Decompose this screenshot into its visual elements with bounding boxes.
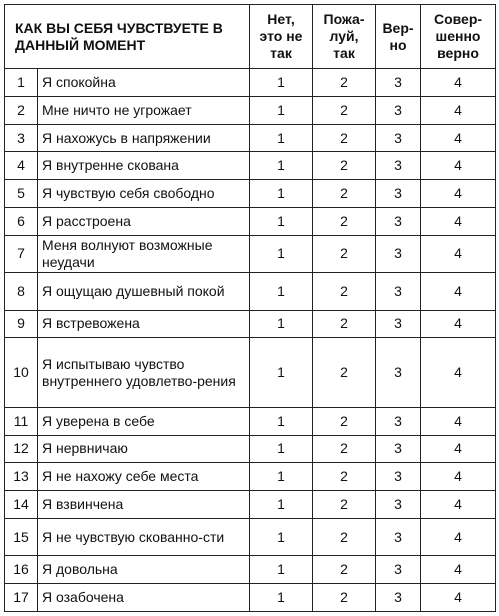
row-number: 6	[5, 208, 38, 236]
score-cell[interactable]: 4	[421, 584, 496, 612]
score-cell[interactable]: 4	[421, 208, 496, 236]
statement-text: Меня волнуют возможные неудачи	[38, 235, 250, 272]
score-cell[interactable]: 2	[313, 235, 376, 272]
row-number: 15	[5, 518, 38, 555]
question-header: КАК ВЫ СЕБЯ ЧУВСТВУЕТЕ В ДАННЫЙ МОМЕНТ	[5, 5, 250, 69]
score-cell[interactable]: 2	[313, 584, 376, 612]
row-number: 13	[5, 463, 38, 491]
score-cell[interactable]: 1	[250, 463, 313, 491]
row-number: 8	[5, 273, 38, 310]
row-number: 5	[5, 180, 38, 208]
score-cell[interactable]: 1	[250, 310, 313, 338]
score-cell[interactable]: 3	[376, 556, 421, 584]
score-cell[interactable]: 1	[250, 96, 313, 124]
score-cell[interactable]: 1	[250, 69, 313, 97]
table-row	[5, 180, 496, 208]
score-cell[interactable]: 4	[421, 152, 496, 180]
score-cell[interactable]: 1	[250, 273, 313, 310]
score-cell[interactable]: 2	[313, 273, 376, 310]
score-cell[interactable]: 3	[376, 310, 421, 338]
table-row	[5, 235, 496, 272]
row-number: 1	[5, 69, 38, 97]
score-cell[interactable]: 4	[421, 273, 496, 310]
table-row	[5, 310, 496, 338]
score-cell[interactable]: 2	[313, 152, 376, 180]
score-cell[interactable]: 1	[250, 235, 313, 272]
score-cell[interactable]: 4	[421, 338, 496, 407]
score-cell[interactable]: 1	[250, 152, 313, 180]
statement-text: Я взвинчена	[38, 491, 250, 519]
statement-text: Я ощущаю душевный покой	[38, 273, 250, 310]
option-header-true: Вер-но	[376, 5, 421, 69]
statement-text: Я чувствую себя свободно	[38, 180, 250, 208]
score-cell[interactable]: 2	[313, 556, 376, 584]
score-cell[interactable]: 4	[421, 235, 496, 272]
row-number: 3	[5, 124, 38, 152]
score-cell[interactable]: 1	[250, 491, 313, 519]
score-cell[interactable]: 2	[313, 518, 376, 555]
header-row	[5, 5, 496, 69]
score-cell[interactable]: 3	[376, 273, 421, 310]
statement-text: Я довольна	[38, 556, 250, 584]
score-cell[interactable]: 1	[250, 435, 313, 463]
statement-text: Я встревожена	[38, 310, 250, 338]
score-cell[interactable]: 3	[376, 235, 421, 272]
score-cell[interactable]: 2	[313, 463, 376, 491]
row-number: 7	[5, 235, 38, 272]
table-row	[5, 338, 496, 407]
score-cell[interactable]: 2	[313, 435, 376, 463]
row-number: 4	[5, 152, 38, 180]
score-cell[interactable]: 1	[250, 407, 313, 435]
statement-text: Я расстроена	[38, 208, 250, 236]
statement-text: Я не чувствую скованно-сти	[38, 518, 250, 555]
score-cell[interactable]: 4	[421, 435, 496, 463]
statement-text: Я испытываю чувство внутреннего удовлетво-рения	[38, 338, 250, 407]
statement-text: Я озабочена	[38, 584, 250, 612]
score-cell[interactable]: 1	[250, 124, 313, 152]
statement-text: Я уверена в себе	[38, 407, 250, 435]
statement-text: Я нахожусь в напряжении	[38, 124, 250, 152]
score-cell[interactable]: 1	[250, 180, 313, 208]
score-cell[interactable]: 3	[376, 180, 421, 208]
score-cell[interactable]: 2	[313, 407, 376, 435]
score-cell[interactable]: 1	[250, 338, 313, 407]
row-number: 14	[5, 491, 38, 519]
table-row	[5, 518, 496, 555]
row-number: 12	[5, 435, 38, 463]
score-cell[interactable]: 2	[313, 491, 376, 519]
score-cell[interactable]: 4	[421, 180, 496, 208]
score-cell[interactable]: 4	[421, 124, 496, 152]
score-cell[interactable]: 3	[376, 518, 421, 555]
score-cell[interactable]: 4	[421, 491, 496, 519]
statement-text: Я нервничаю	[38, 435, 250, 463]
score-cell[interactable]: 2	[313, 208, 376, 236]
score-cell[interactable]: 1	[250, 518, 313, 555]
table-row	[5, 96, 496, 124]
row-number: 11	[5, 407, 38, 435]
option-header-perhaps: Пожа-луй, так	[313, 5, 376, 69]
row-number: 16	[5, 556, 38, 584]
table-row	[5, 69, 496, 97]
score-cell[interactable]: 2	[313, 310, 376, 338]
score-cell[interactable]: 1	[250, 556, 313, 584]
statement-text: Я не нахожу себе места	[38, 463, 250, 491]
score-cell[interactable]: 3	[376, 584, 421, 612]
score-cell[interactable]: 4	[421, 310, 496, 338]
score-cell[interactable]: 3	[376, 152, 421, 180]
table-row	[5, 463, 496, 491]
score-cell[interactable]: 3	[376, 96, 421, 124]
table-row	[5, 584, 496, 612]
statement-text: Я спокойна	[38, 69, 250, 97]
score-cell[interactable]: 3	[376, 124, 421, 152]
table-row	[5, 435, 496, 463]
statement-text: Я внутренне скована	[38, 152, 250, 180]
table-row	[5, 556, 496, 584]
score-cell[interactable]: 3	[376, 491, 421, 519]
score-cell[interactable]: 3	[376, 338, 421, 407]
score-cell[interactable]: 4	[421, 96, 496, 124]
option-header-no: Нет, это не так	[250, 5, 313, 69]
table-row	[5, 124, 496, 152]
score-cell[interactable]: 2	[313, 338, 376, 407]
score-cell[interactable]: 3	[376, 463, 421, 491]
score-cell[interactable]: 4	[421, 69, 496, 97]
table-row	[5, 273, 496, 310]
row-number: 2	[5, 96, 38, 124]
score-cell[interactable]: 3	[376, 208, 421, 236]
score-cell[interactable]: 2	[313, 96, 376, 124]
score-cell[interactable]: 4	[421, 518, 496, 555]
score-cell[interactable]: 1	[250, 208, 313, 236]
table-row	[5, 407, 496, 435]
score-cell[interactable]: 3	[376, 407, 421, 435]
score-cell[interactable]: 4	[421, 407, 496, 435]
row-number: 9	[5, 310, 38, 338]
score-cell[interactable]: 2	[313, 124, 376, 152]
score-cell[interactable]: 2	[313, 69, 376, 97]
row-number: 17	[5, 584, 38, 612]
questionnaire-table	[4, 4, 496, 612]
table-row	[5, 491, 496, 519]
option-header-absolutely: Совер-шенно верно	[421, 5, 496, 69]
row-number: 10	[5, 338, 38, 407]
score-cell[interactable]: 3	[376, 435, 421, 463]
score-cell[interactable]: 1	[250, 584, 313, 612]
score-cell[interactable]: 2	[313, 180, 376, 208]
statement-text: Мне ничто не угрожает	[38, 96, 250, 124]
table-row	[5, 152, 496, 180]
score-cell[interactable]: 3	[376, 69, 421, 97]
table-row	[5, 208, 496, 236]
score-cell[interactable]: 4	[421, 556, 496, 584]
score-cell[interactable]: 4	[421, 463, 496, 491]
